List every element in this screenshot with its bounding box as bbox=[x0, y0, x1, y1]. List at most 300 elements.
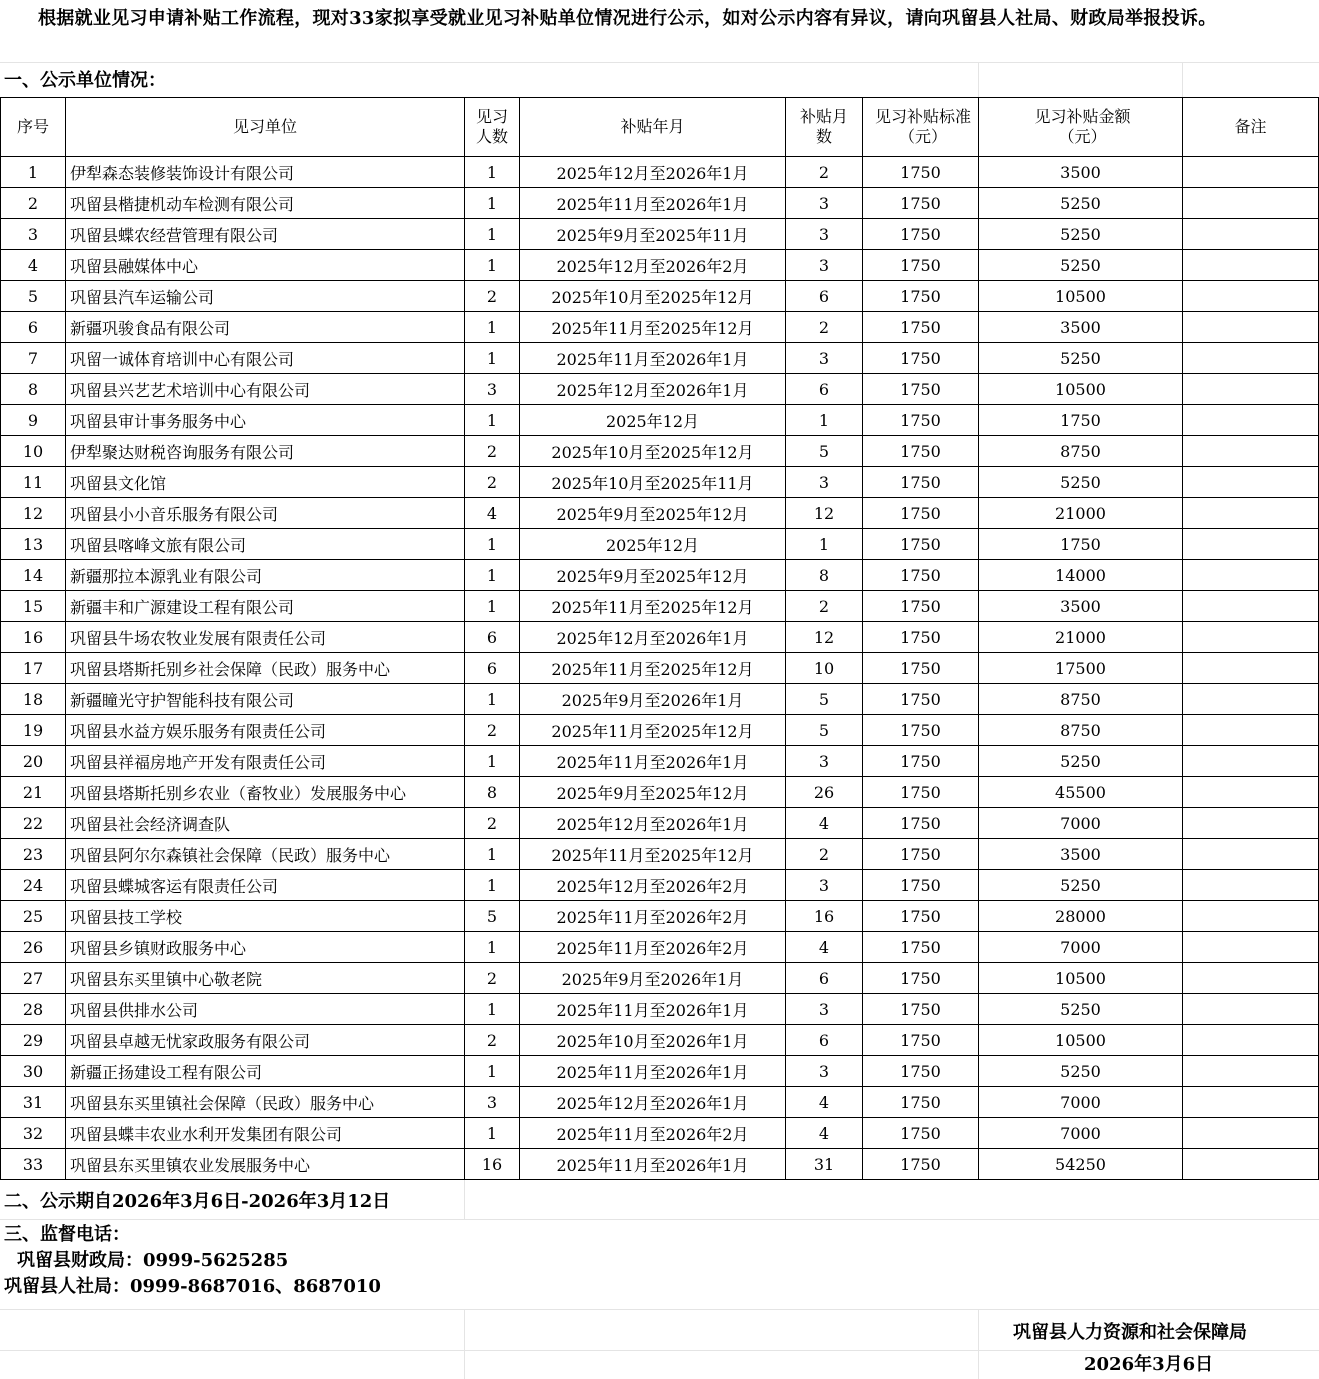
section1-heading: 一、公示单位情况： bbox=[4, 70, 166, 91]
months-cell: 12 bbox=[786, 498, 863, 529]
seq-cell: 16 bbox=[1, 622, 66, 653]
standard-cell: 1750 bbox=[863, 746, 979, 777]
gridline bbox=[0, 62, 1319, 63]
standard-cell: 1750 bbox=[863, 932, 979, 963]
seq-cell: 17 bbox=[1, 653, 66, 684]
table-row bbox=[1, 1056, 1319, 1087]
remark-cell bbox=[1183, 870, 1319, 901]
unit-cell: 新疆丰和广源建设工程有限公司 bbox=[66, 591, 465, 622]
header-amount: 见习补贴金额（元） bbox=[979, 98, 1183, 157]
seq-cell: 33 bbox=[1, 1149, 66, 1180]
unit-cell: 新疆瞳光守护智能科技有限公司 bbox=[66, 684, 465, 715]
table-row bbox=[1, 157, 1319, 188]
amount-cell: 5250 bbox=[979, 219, 1183, 250]
finance-bureau-phone: 巩留县财政局：0999-5625285 bbox=[17, 1250, 289, 1271]
standard-cell: 1750 bbox=[863, 529, 979, 560]
standard-cell: 1750 bbox=[863, 1149, 979, 1180]
table-row bbox=[1, 653, 1319, 684]
period-cell: 2025年11月至2026年2月 bbox=[520, 901, 786, 932]
amount-cell: 3500 bbox=[979, 157, 1183, 188]
people-cell: 8 bbox=[465, 777, 520, 808]
period-cell: 2025年10月至2025年12月 bbox=[520, 281, 786, 312]
people-cell: 1 bbox=[465, 591, 520, 622]
period-cell: 2025年11月至2026年1月 bbox=[520, 188, 786, 219]
remark-cell bbox=[1183, 250, 1319, 281]
seq-cell: 31 bbox=[1, 1087, 66, 1118]
seq-cell: 9 bbox=[1, 405, 66, 436]
period-cell: 2025年9月至2025年12月 bbox=[520, 560, 786, 591]
months-cell: 2 bbox=[786, 591, 863, 622]
standard-cell: 1750 bbox=[863, 1025, 979, 1056]
table-row bbox=[1, 994, 1319, 1025]
months-cell: 5 bbox=[786, 715, 863, 746]
amount-cell: 45500 bbox=[979, 777, 1183, 808]
amount-cell: 5250 bbox=[979, 467, 1183, 498]
gridline bbox=[0, 1219, 1319, 1220]
period-cell: 2025年11月至2026年2月 bbox=[520, 1118, 786, 1149]
remark-cell bbox=[1183, 281, 1319, 312]
unit-cell: 巩留县东买里镇社会保障（民政）服务中心 bbox=[66, 1087, 465, 1118]
months-cell: 1 bbox=[786, 529, 863, 560]
remark-cell bbox=[1183, 188, 1319, 219]
gridline bbox=[978, 1309, 979, 1379]
people-cell: 1 bbox=[465, 746, 520, 777]
remark-cell bbox=[1183, 622, 1319, 653]
period-cell: 2025年11月至2026年1月 bbox=[520, 343, 786, 374]
standard-cell: 1750 bbox=[863, 591, 979, 622]
seq-cell: 22 bbox=[1, 808, 66, 839]
remark-cell bbox=[1183, 1118, 1319, 1149]
people-cell: 1 bbox=[465, 529, 520, 560]
people-cell: 16 bbox=[465, 1149, 520, 1180]
months-cell: 26 bbox=[786, 777, 863, 808]
amount-cell: 1750 bbox=[979, 405, 1183, 436]
remark-cell bbox=[1183, 436, 1319, 467]
standard-cell: 1750 bbox=[863, 808, 979, 839]
people-cell: 3 bbox=[465, 1087, 520, 1118]
people-cell: 1 bbox=[465, 932, 520, 963]
seq-cell: 28 bbox=[1, 994, 66, 1025]
seq-cell: 3 bbox=[1, 219, 66, 250]
months-cell: 3 bbox=[786, 467, 863, 498]
amount-cell: 8750 bbox=[979, 436, 1183, 467]
people-cell: 1 bbox=[465, 1118, 520, 1149]
months-cell: 2 bbox=[786, 839, 863, 870]
seq-cell: 2 bbox=[1, 188, 66, 219]
months-cell: 3 bbox=[786, 994, 863, 1025]
header-standard: 见习补贴标准（元） bbox=[863, 98, 979, 157]
unit-cell: 巩留县阿尔尔森镇社会保障（民政）服务中心 bbox=[66, 839, 465, 870]
table-row bbox=[1, 1087, 1319, 1118]
remark-cell bbox=[1183, 994, 1319, 1025]
unit-cell: 巩留县蝶丰农业水利开发集团有限公司 bbox=[66, 1118, 465, 1149]
remark-cell bbox=[1183, 1087, 1319, 1118]
seq-cell: 20 bbox=[1, 746, 66, 777]
gridline bbox=[464, 1309, 465, 1379]
amount-cell: 7000 bbox=[979, 1087, 1183, 1118]
gridline bbox=[0, 1309, 1319, 1310]
months-cell: 3 bbox=[786, 250, 863, 281]
seq-cell: 26 bbox=[1, 932, 66, 963]
standard-cell: 1750 bbox=[863, 281, 979, 312]
seq-cell: 19 bbox=[1, 715, 66, 746]
people-cell: 1 bbox=[465, 684, 520, 715]
remark-cell bbox=[1183, 560, 1319, 591]
people-cell: 1 bbox=[465, 312, 520, 343]
amount-cell: 5250 bbox=[979, 1056, 1183, 1087]
table-row bbox=[1, 870, 1319, 901]
standard-cell: 1750 bbox=[863, 870, 979, 901]
unit-cell: 巩留县蝶农经营管理有限公司 bbox=[66, 219, 465, 250]
months-cell: 3 bbox=[786, 1056, 863, 1087]
period-cell: 2025年9月至2026年1月 bbox=[520, 684, 786, 715]
unit-cell: 新疆那拉本源乳业有限公司 bbox=[66, 560, 465, 591]
seq-cell: 30 bbox=[1, 1056, 66, 1087]
amount-cell: 8750 bbox=[979, 715, 1183, 746]
signer-organization: 巩留县人力资源和社会保障局 bbox=[1013, 1322, 1247, 1343]
period-cell: 2025年9月至2026年1月 bbox=[520, 963, 786, 994]
seq-cell: 1 bbox=[1, 157, 66, 188]
people-cell: 6 bbox=[465, 653, 520, 684]
header-period: 补贴年月 bbox=[520, 98, 786, 157]
amount-cell: 10500 bbox=[979, 374, 1183, 405]
months-cell: 12 bbox=[786, 622, 863, 653]
amount-cell: 10500 bbox=[979, 281, 1183, 312]
amount-cell: 17500 bbox=[979, 653, 1183, 684]
people-cell: 4 bbox=[465, 498, 520, 529]
table-row bbox=[1, 405, 1319, 436]
people-cell: 1 bbox=[465, 994, 520, 1025]
months-cell: 8 bbox=[786, 560, 863, 591]
people-cell: 2 bbox=[465, 963, 520, 994]
period-cell: 2025年12月至2026年1月 bbox=[520, 808, 786, 839]
table-row bbox=[1, 467, 1319, 498]
table-row bbox=[1, 901, 1319, 932]
months-cell: 4 bbox=[786, 1087, 863, 1118]
period-cell: 2025年11月至2026年1月 bbox=[520, 1056, 786, 1087]
people-cell: 1 bbox=[465, 1056, 520, 1087]
standard-cell: 1750 bbox=[863, 994, 979, 1025]
standard-cell: 1750 bbox=[863, 1056, 979, 1087]
months-cell: 6 bbox=[786, 1025, 863, 1056]
people-cell: 1 bbox=[465, 870, 520, 901]
months-cell: 3 bbox=[786, 870, 863, 901]
seq-cell: 8 bbox=[1, 374, 66, 405]
months-cell: 1 bbox=[786, 405, 863, 436]
period-cell: 2025年10月至2025年11月 bbox=[520, 467, 786, 498]
standard-cell: 1750 bbox=[863, 777, 979, 808]
table-row bbox=[1, 529, 1319, 560]
period-cell: 2025年12月 bbox=[520, 529, 786, 560]
people-cell: 1 bbox=[465, 560, 520, 591]
gridline bbox=[0, 1350, 1319, 1351]
months-cell: 3 bbox=[786, 219, 863, 250]
standard-cell: 1750 bbox=[863, 374, 979, 405]
unit-cell: 巩留县祥福房地产开发有限责任公司 bbox=[66, 746, 465, 777]
header-months: 补贴月数 bbox=[786, 98, 863, 157]
amount-cell: 21000 bbox=[979, 498, 1183, 529]
period-cell: 2025年11月至2026年1月 bbox=[520, 746, 786, 777]
standard-cell: 1750 bbox=[863, 963, 979, 994]
table-row bbox=[1, 219, 1319, 250]
period-cell: 2025年12月至2026年1月 bbox=[520, 622, 786, 653]
amount-cell: 5250 bbox=[979, 994, 1183, 1025]
unit-cell: 巩留县小小音乐服务有限公司 bbox=[66, 498, 465, 529]
standard-cell: 1750 bbox=[863, 157, 979, 188]
amount-cell: 3500 bbox=[979, 591, 1183, 622]
unit-cell: 巩留县东买里镇农业发展服务中心 bbox=[66, 1149, 465, 1180]
standard-cell: 1750 bbox=[863, 498, 979, 529]
remark-cell bbox=[1183, 684, 1319, 715]
period-cell: 2025年9月至2025年12月 bbox=[520, 498, 786, 529]
unit-cell: 伊犁森态装修装饰设计有限公司 bbox=[66, 157, 465, 188]
months-cell: 3 bbox=[786, 343, 863, 374]
hr-bureau-phone: 巩留县人社局：0999-8687016、8687010 bbox=[4, 1276, 381, 1297]
amount-cell: 10500 bbox=[979, 1025, 1183, 1056]
period-cell: 2025年12月至2026年2月 bbox=[520, 250, 786, 281]
standard-cell: 1750 bbox=[863, 839, 979, 870]
standard-cell: 1750 bbox=[863, 560, 979, 591]
people-cell: 2 bbox=[465, 467, 520, 498]
remark-cell bbox=[1183, 746, 1319, 777]
months-cell: 6 bbox=[786, 374, 863, 405]
unit-cell: 巩留县技工学校 bbox=[66, 901, 465, 932]
table-row bbox=[1, 1149, 1319, 1180]
people-cell: 1 bbox=[465, 250, 520, 281]
remark-cell bbox=[1183, 498, 1319, 529]
remark-cell bbox=[1183, 1149, 1319, 1180]
people-cell: 5 bbox=[465, 901, 520, 932]
period-cell: 2025年9月至2025年12月 bbox=[520, 777, 786, 808]
table-row bbox=[1, 436, 1319, 467]
unit-cell: 巩留县兴艺艺术培训中心有限公司 bbox=[66, 374, 465, 405]
unit-cell: 巩留县蝶城客运有限责任公司 bbox=[66, 870, 465, 901]
period-cell: 2025年11月至2026年2月 bbox=[520, 932, 786, 963]
months-cell: 16 bbox=[786, 901, 863, 932]
table-row bbox=[1, 963, 1319, 994]
seq-cell: 23 bbox=[1, 839, 66, 870]
sign-date: 2026年3月6日 bbox=[1084, 1354, 1214, 1375]
standard-cell: 1750 bbox=[863, 901, 979, 932]
months-cell: 31 bbox=[786, 1149, 863, 1180]
period-cell: 2025年12月至2026年1月 bbox=[520, 374, 786, 405]
months-cell: 4 bbox=[786, 808, 863, 839]
unit-cell: 巩留县审计事务服务中心 bbox=[66, 405, 465, 436]
seq-cell: 5 bbox=[1, 281, 66, 312]
table-row bbox=[1, 932, 1319, 963]
amount-cell: 1750 bbox=[979, 529, 1183, 560]
table-row bbox=[1, 777, 1319, 808]
remark-cell bbox=[1183, 932, 1319, 963]
amount-cell: 5250 bbox=[979, 188, 1183, 219]
people-cell: 1 bbox=[465, 219, 520, 250]
remark-cell bbox=[1183, 467, 1319, 498]
period-cell: 2025年12月至2026年1月 bbox=[520, 1087, 786, 1118]
people-cell: 1 bbox=[465, 188, 520, 219]
remark-cell bbox=[1183, 963, 1319, 994]
intro-paragraph bbox=[4, 6, 1310, 32]
amount-cell: 54250 bbox=[979, 1149, 1183, 1180]
table-row bbox=[1, 498, 1319, 529]
amount-cell: 5250 bbox=[979, 746, 1183, 777]
seq-cell: 14 bbox=[1, 560, 66, 591]
unit-cell: 巩留县供排水公司 bbox=[66, 994, 465, 1025]
period-cell: 2025年11月至2025年12月 bbox=[520, 312, 786, 343]
people-cell: 1 bbox=[465, 839, 520, 870]
remark-cell bbox=[1183, 312, 1319, 343]
months-cell: 6 bbox=[786, 963, 863, 994]
standard-cell: 1750 bbox=[863, 1087, 979, 1118]
table-row bbox=[1, 591, 1319, 622]
months-cell: 2 bbox=[786, 157, 863, 188]
unit-cell: 伊犁聚达财税咨询服务有限公司 bbox=[66, 436, 465, 467]
table-row bbox=[1, 374, 1319, 405]
people-cell: 1 bbox=[465, 343, 520, 374]
months-cell: 10 bbox=[786, 653, 863, 684]
table-row bbox=[1, 684, 1319, 715]
table-row bbox=[1, 188, 1319, 219]
months-cell: 5 bbox=[786, 684, 863, 715]
people-cell: 6 bbox=[465, 622, 520, 653]
seq-cell: 11 bbox=[1, 467, 66, 498]
amount-cell: 8750 bbox=[979, 684, 1183, 715]
remark-cell bbox=[1183, 591, 1319, 622]
gridline bbox=[1182, 62, 1183, 97]
seq-cell: 7 bbox=[1, 343, 66, 374]
unit-cell: 巩留县水益方娱乐服务有限责任公司 bbox=[66, 715, 465, 746]
seq-cell: 15 bbox=[1, 591, 66, 622]
months-cell: 3 bbox=[786, 188, 863, 219]
amount-cell: 14000 bbox=[979, 560, 1183, 591]
unit-cell: 巩留县卓越无忧家政服务有限公司 bbox=[66, 1025, 465, 1056]
standard-cell: 1750 bbox=[863, 436, 979, 467]
amount-cell: 3500 bbox=[979, 312, 1183, 343]
unit-cell: 巩留县东买里镇中心敬老院 bbox=[66, 963, 465, 994]
people-cell: 2 bbox=[465, 715, 520, 746]
table-header-row bbox=[1, 98, 1319, 157]
table-row bbox=[1, 622, 1319, 653]
unit-cell: 巩留县塔斯托别乡社会保障（民政）服务中心 bbox=[66, 653, 465, 684]
gridline bbox=[978, 62, 979, 97]
seq-cell: 32 bbox=[1, 1118, 66, 1149]
table-row bbox=[1, 1118, 1319, 1149]
unit-cell: 巩留县塔斯托别乡农业（畜牧业）发展服务中心 bbox=[66, 777, 465, 808]
header-remark: 备注 bbox=[1183, 98, 1319, 157]
amount-cell: 5250 bbox=[979, 870, 1183, 901]
remark-cell bbox=[1183, 1056, 1319, 1087]
amount-cell: 7000 bbox=[979, 932, 1183, 963]
table-row bbox=[1, 808, 1319, 839]
gridline bbox=[464, 1180, 465, 1219]
unit-cell: 巩留县喀峰文旅有限公司 bbox=[66, 529, 465, 560]
seq-cell: 6 bbox=[1, 312, 66, 343]
remark-cell bbox=[1183, 157, 1319, 188]
unit-cell: 巩留县楷捷机动车检测有限公司 bbox=[66, 188, 465, 219]
remark-cell bbox=[1183, 343, 1319, 374]
months-cell: 2 bbox=[786, 312, 863, 343]
table-row bbox=[1, 1025, 1319, 1056]
remark-cell bbox=[1183, 529, 1319, 560]
period-cell: 2025年12月 bbox=[520, 405, 786, 436]
header-people: 见习人数 bbox=[465, 98, 520, 157]
seq-cell: 24 bbox=[1, 870, 66, 901]
standard-cell: 1750 bbox=[863, 684, 979, 715]
standard-cell: 1750 bbox=[863, 405, 979, 436]
months-cell: 6 bbox=[786, 281, 863, 312]
people-cell: 2 bbox=[465, 281, 520, 312]
seq-cell: 27 bbox=[1, 963, 66, 994]
period-cell: 2025年12月至2026年2月 bbox=[520, 870, 786, 901]
period-cell: 2025年11月至2026年1月 bbox=[520, 994, 786, 1025]
table-row bbox=[1, 839, 1319, 870]
standard-cell: 1750 bbox=[863, 1118, 979, 1149]
remark-cell bbox=[1183, 901, 1319, 932]
standard-cell: 1750 bbox=[863, 312, 979, 343]
unit-cell: 巩留县融媒体中心 bbox=[66, 250, 465, 281]
remark-cell bbox=[1183, 1025, 1319, 1056]
unit-cell: 巩留县乡镇财政服务中心 bbox=[66, 932, 465, 963]
amount-cell: 21000 bbox=[979, 622, 1183, 653]
remark-cell bbox=[1183, 777, 1319, 808]
amount-cell: 5250 bbox=[979, 343, 1183, 374]
remark-cell bbox=[1183, 374, 1319, 405]
people-cell: 2 bbox=[465, 436, 520, 467]
section2-notice-period: 二、公示期自2026年3月6日-2026年3月12日 bbox=[4, 1191, 391, 1212]
seq-cell: 25 bbox=[1, 901, 66, 932]
standard-cell: 1750 bbox=[863, 653, 979, 684]
unit-cell: 巩留县社会经济调查队 bbox=[66, 808, 465, 839]
unit-cell: 巩留一诚体育培训中心有限公司 bbox=[66, 343, 465, 374]
standard-cell: 1750 bbox=[863, 622, 979, 653]
header-seq: 序号 bbox=[1, 98, 66, 157]
unit-cell: 巩留县牛场农牧业发展有限责任公司 bbox=[66, 622, 465, 653]
amount-cell: 10500 bbox=[979, 963, 1183, 994]
amount-cell: 28000 bbox=[979, 901, 1183, 932]
unit-cell: 巩留县文化馆 bbox=[66, 467, 465, 498]
period-cell: 2025年9月至2025年11月 bbox=[520, 219, 786, 250]
period-cell: 2025年12月至2026年1月 bbox=[520, 157, 786, 188]
standard-cell: 1750 bbox=[863, 219, 979, 250]
seq-cell: 13 bbox=[1, 529, 66, 560]
remark-cell bbox=[1183, 219, 1319, 250]
standard-cell: 1750 bbox=[863, 188, 979, 219]
header-unit: 见习单位 bbox=[66, 98, 465, 157]
section3-heading: 三、监督电话： bbox=[4, 1224, 130, 1245]
remark-cell bbox=[1183, 808, 1319, 839]
people-cell: 1 bbox=[465, 405, 520, 436]
amount-cell: 7000 bbox=[979, 808, 1183, 839]
standard-cell: 1750 bbox=[863, 467, 979, 498]
standard-cell: 1750 bbox=[863, 343, 979, 374]
unit-cell: 新疆正扬建设工程有限公司 bbox=[66, 1056, 465, 1087]
table-row bbox=[1, 250, 1319, 281]
period-cell: 2025年10月至2025年12月 bbox=[520, 436, 786, 467]
amount-cell: 5250 bbox=[979, 250, 1183, 281]
standard-cell: 1750 bbox=[863, 715, 979, 746]
amount-cell: 3500 bbox=[979, 839, 1183, 870]
seq-cell: 4 bbox=[1, 250, 66, 281]
months-cell: 4 bbox=[786, 1118, 863, 1149]
table-row bbox=[1, 746, 1319, 777]
seq-cell: 12 bbox=[1, 498, 66, 529]
remark-cell bbox=[1183, 839, 1319, 870]
subsidy-table bbox=[0, 97, 1319, 1180]
seq-cell: 21 bbox=[1, 777, 66, 808]
people-cell: 1 bbox=[465, 157, 520, 188]
remark-cell bbox=[1183, 715, 1319, 746]
seq-cell: 18 bbox=[1, 684, 66, 715]
remark-cell bbox=[1183, 405, 1319, 436]
